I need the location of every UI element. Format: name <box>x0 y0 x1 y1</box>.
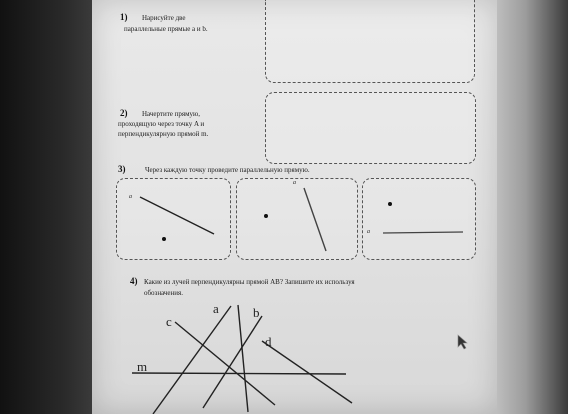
task2-number: 2) <box>120 108 128 118</box>
task3-box1-label: a <box>129 194 132 200</box>
task2-line1: Начертите прямую, <box>142 110 201 118</box>
task4-line2: обозначения. <box>144 289 183 297</box>
task4-line-m <box>132 373 346 374</box>
task4-label-d: d <box>265 334 272 349</box>
task1-number: 1) <box>120 12 128 22</box>
task4-line1: Какие из лучей перпендикулярны прямой AB? Запишите их используя <box>144 278 355 286</box>
task3-box3-label: a <box>367 229 370 235</box>
task2-line3: перпендикулярную прямой m. <box>118 130 209 138</box>
task1-line2: параллельные прямые a и b. <box>124 25 208 33</box>
mouse-cursor-icon <box>457 334 471 350</box>
task3-number: 3) <box>118 164 126 174</box>
task4-label-b: b <box>253 305 260 320</box>
task2-line2: проходящую через точку A и <box>118 120 205 128</box>
task4-label-c: c <box>166 314 172 329</box>
task1-line1: Нарисуйте две <box>142 14 186 22</box>
task4-ray-a <box>153 306 231 414</box>
task4-ray-b2 <box>238 305 248 412</box>
task4-number: 4) <box>130 276 138 286</box>
task4-ray-d <box>262 341 352 403</box>
task3-box2-label: a <box>293 180 296 186</box>
task4-label-m: m <box>137 359 148 374</box>
task3-text: Через каждую точку проведите параллельную прямую. <box>145 166 310 174</box>
task4-ray-b <box>203 316 262 408</box>
task4-label-a: a <box>213 301 219 316</box>
